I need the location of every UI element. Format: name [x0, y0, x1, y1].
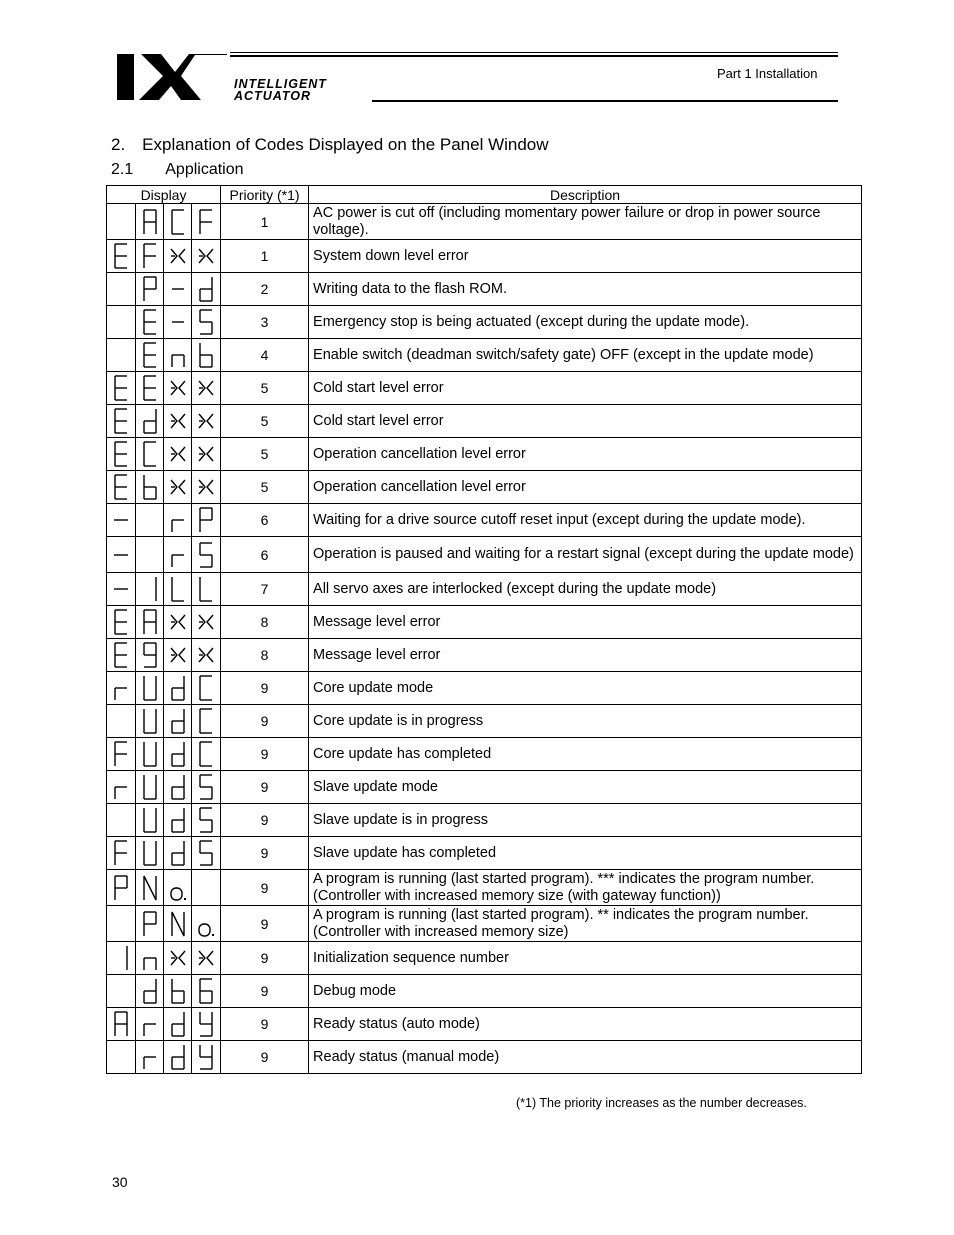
description-cell: Writing data to the flash ROM.	[309, 273, 862, 306]
description-cell: A program is running (last started program). ** indicates the program number. (Controller with increased memory size)	[309, 906, 862, 942]
display-digit	[192, 672, 221, 705]
display-digit	[164, 405, 192, 438]
description-cell: Message level error	[309, 606, 862, 639]
display-digit	[107, 372, 136, 405]
display-digit	[164, 705, 192, 738]
logo-text-line1: INTELLIGENT	[234, 77, 327, 91]
display-digit	[136, 204, 164, 240]
priority-cell: 9	[221, 804, 309, 837]
display-digit	[107, 705, 136, 738]
display-digit	[164, 639, 192, 672]
footnote: (*1) The priority increases as the number decreases.	[516, 1096, 807, 1110]
display-digit	[107, 204, 136, 240]
table-row	[107, 837, 862, 870]
display-digit	[192, 438, 221, 471]
panel-code-table	[106, 185, 862, 1074]
priority-cell: 4	[221, 339, 309, 372]
display-digit	[136, 906, 164, 942]
display-digit	[164, 471, 192, 504]
description-cell: Operation cancellation level error	[309, 438, 862, 471]
table-row	[107, 672, 862, 705]
display-digit	[192, 942, 221, 975]
priority-cell: 9	[221, 837, 309, 870]
description-cell: Ready status (auto mode)	[309, 1008, 862, 1041]
header-rule	[230, 55, 838, 57]
display-digit	[192, 537, 221, 573]
priority-cell: 6	[221, 537, 309, 573]
priority-cell: 9	[221, 1041, 309, 1074]
table-row	[107, 537, 862, 573]
table-row	[107, 771, 862, 804]
priority-cell: 9	[221, 672, 309, 705]
display-digit	[192, 870, 221, 906]
description-cell: Core update has completed	[309, 738, 862, 771]
priority-cell: 8	[221, 606, 309, 639]
display-digit	[107, 504, 136, 537]
table-row	[107, 405, 862, 438]
display-digit	[164, 672, 192, 705]
priority-cell: 3	[221, 306, 309, 339]
display-digit	[136, 804, 164, 837]
table-row	[107, 573, 862, 606]
description-cell: Slave update mode	[309, 771, 862, 804]
display-digit	[107, 573, 136, 606]
display-digit	[164, 738, 192, 771]
header-rule	[372, 100, 838, 102]
table-row	[107, 906, 862, 942]
priority-cell: 5	[221, 471, 309, 504]
display-digit	[107, 738, 136, 771]
description-cell: System down level error	[309, 240, 862, 273]
description-cell: Initialization sequence number	[309, 942, 862, 975]
display-digit	[192, 372, 221, 405]
display-digit	[107, 606, 136, 639]
display-digit	[136, 837, 164, 870]
display-digit	[136, 405, 164, 438]
table-row	[107, 975, 862, 1008]
display-digit	[164, 837, 192, 870]
header-description: Description	[309, 186, 862, 204]
display-digit	[136, 372, 164, 405]
description-cell: Operation is paused and waiting for a restart signal (except during the update mode)	[309, 537, 862, 573]
table-row	[107, 870, 862, 906]
page-number: 30	[112, 1174, 128, 1190]
display-digit	[164, 339, 192, 372]
display-digit	[192, 240, 221, 273]
description-cell: Cold start level error	[309, 405, 862, 438]
priority-cell: 9	[221, 771, 309, 804]
description-cell: Core update mode	[309, 672, 862, 705]
table-row	[107, 606, 862, 639]
table-row	[107, 1041, 862, 1074]
priority-cell: 7	[221, 573, 309, 606]
display-digit	[164, 771, 192, 804]
display-digit	[136, 537, 164, 573]
display-digit	[192, 471, 221, 504]
display-digit	[164, 438, 192, 471]
description-cell: Ready status (manual mode)	[309, 1041, 862, 1074]
table-row	[107, 240, 862, 273]
display-digit	[192, 705, 221, 738]
display-digit	[107, 438, 136, 471]
description-cell: AC power is cut off (including momentary power failure or drop in power source voltage).	[309, 204, 862, 240]
display-digit	[164, 906, 192, 942]
description-cell: All servo axes are interlocked (except during the update mode)	[309, 573, 862, 606]
display-digit	[192, 738, 221, 771]
table-row	[107, 372, 862, 405]
display-digit	[136, 1008, 164, 1041]
display-digit	[107, 975, 136, 1008]
display-digit	[192, 771, 221, 804]
ix-logo	[115, 50, 235, 109]
table-row	[107, 1008, 862, 1041]
header-display: Display	[107, 186, 221, 204]
display-digit	[192, 204, 221, 240]
priority-cell: 5	[221, 372, 309, 405]
display-digit	[192, 273, 221, 306]
display-digit	[192, 639, 221, 672]
table-row	[107, 306, 862, 339]
display-digit	[136, 672, 164, 705]
description-cell: Operation cancellation level error	[309, 471, 862, 504]
table-row	[107, 339, 862, 372]
display-digit	[192, 906, 221, 942]
table-row	[107, 942, 862, 975]
display-digit	[136, 438, 164, 471]
display-digit	[164, 273, 192, 306]
display-digit	[107, 405, 136, 438]
display-digit	[136, 606, 164, 639]
display-digit	[107, 672, 136, 705]
display-digit	[107, 870, 136, 906]
display-digit	[192, 504, 221, 537]
display-digit	[107, 639, 136, 672]
description-cell: Slave update is in progress	[309, 804, 862, 837]
display-digit	[192, 837, 221, 870]
display-digit	[136, 240, 164, 273]
subsection-title: 2.1 Application	[111, 161, 244, 178]
priority-cell: 2	[221, 273, 309, 306]
display-digit	[136, 306, 164, 339]
display-digit	[192, 606, 221, 639]
display-digit	[164, 606, 192, 639]
display-digit	[136, 705, 164, 738]
display-digit	[136, 504, 164, 537]
description-cell: Emergency stop is being actuated (except during the update mode).	[309, 306, 862, 339]
display-digit	[107, 837, 136, 870]
display-digit	[136, 942, 164, 975]
description-cell: Message level error	[309, 639, 862, 672]
table-row	[107, 804, 862, 837]
table-row	[107, 504, 862, 537]
display-digit	[107, 339, 136, 372]
display-digit	[107, 273, 136, 306]
table-row	[107, 273, 862, 306]
display-digit	[192, 1041, 221, 1074]
display-digit	[136, 870, 164, 906]
table-header-row	[107, 186, 862, 204]
priority-cell: 9	[221, 870, 309, 906]
priority-cell: 1	[221, 240, 309, 273]
priority-cell: 6	[221, 504, 309, 537]
table-row	[107, 471, 862, 504]
display-digit	[164, 804, 192, 837]
display-digit	[107, 1041, 136, 1074]
display-digit	[192, 306, 221, 339]
priority-cell: 5	[221, 438, 309, 471]
description-cell: Slave update has completed	[309, 837, 862, 870]
priority-cell: 9	[221, 738, 309, 771]
priority-cell: 9	[221, 705, 309, 738]
description-cell: Debug mode	[309, 975, 862, 1008]
table-row	[107, 204, 862, 240]
display-digit	[107, 906, 136, 942]
part-label: Part 1 Installation	[717, 66, 818, 81]
display-digit	[164, 1041, 192, 1074]
display-digit	[192, 405, 221, 438]
description-cell: Core update is in progress	[309, 705, 862, 738]
display-digit	[136, 738, 164, 771]
priority-cell: 9	[221, 906, 309, 942]
display-digit	[192, 339, 221, 372]
display-digit	[136, 771, 164, 804]
priority-cell: 9	[221, 1008, 309, 1041]
display-digit	[136, 975, 164, 1008]
display-digit	[136, 273, 164, 306]
display-digit	[107, 537, 136, 573]
logo-text-line2: ACTUATOR	[234, 89, 311, 103]
display-digit	[164, 573, 192, 606]
display-digit	[107, 942, 136, 975]
description-cell: A program is running (last started program). *** indicates the program number. (Controller with increased memory size (with gateway function))	[309, 870, 862, 906]
header-priority: Priority (*1)	[221, 186, 309, 204]
display-digit	[164, 870, 192, 906]
priority-cell: 9	[221, 942, 309, 975]
description-cell: Enable switch (deadman switch/safety gate) OFF (except in the update mode)	[309, 339, 862, 372]
display-digit	[164, 537, 192, 573]
display-digit	[107, 240, 136, 273]
table-row	[107, 639, 862, 672]
table-row	[107, 438, 862, 471]
display-digit	[136, 573, 164, 606]
display-digit	[164, 942, 192, 975]
display-digit	[107, 1008, 136, 1041]
logo-wordmark	[234, 78, 327, 102]
display-digit	[164, 504, 192, 537]
display-digit	[136, 639, 164, 672]
display-digit	[107, 471, 136, 504]
display-digit	[192, 573, 221, 606]
priority-cell: 9	[221, 975, 309, 1008]
display-digit	[136, 339, 164, 372]
display-digit	[192, 1008, 221, 1041]
priority-cell: 5	[221, 405, 309, 438]
display-digit	[107, 771, 136, 804]
display-digit	[136, 1041, 164, 1074]
priority-cell: 8	[221, 639, 309, 672]
display-digit	[164, 240, 192, 273]
description-cell: Cold start level error	[309, 372, 862, 405]
display-digit	[164, 306, 192, 339]
display-digit	[136, 471, 164, 504]
section-title: 2. Explanation of Codes Displayed on the Panel Window	[111, 135, 549, 154]
header-rule	[230, 52, 838, 53]
table-row	[107, 738, 862, 771]
display-digit	[164, 1008, 192, 1041]
display-digit	[164, 372, 192, 405]
table-row	[107, 705, 862, 738]
display-digit	[192, 804, 221, 837]
description-cell: Waiting for a drive source cutoff reset input (except during the update mode).	[309, 504, 862, 537]
display-digit	[107, 804, 136, 837]
display-digit	[164, 204, 192, 240]
display-digit	[164, 975, 192, 1008]
priority-cell: 1	[221, 204, 309, 240]
display-digit	[107, 306, 136, 339]
display-digit	[192, 975, 221, 1008]
